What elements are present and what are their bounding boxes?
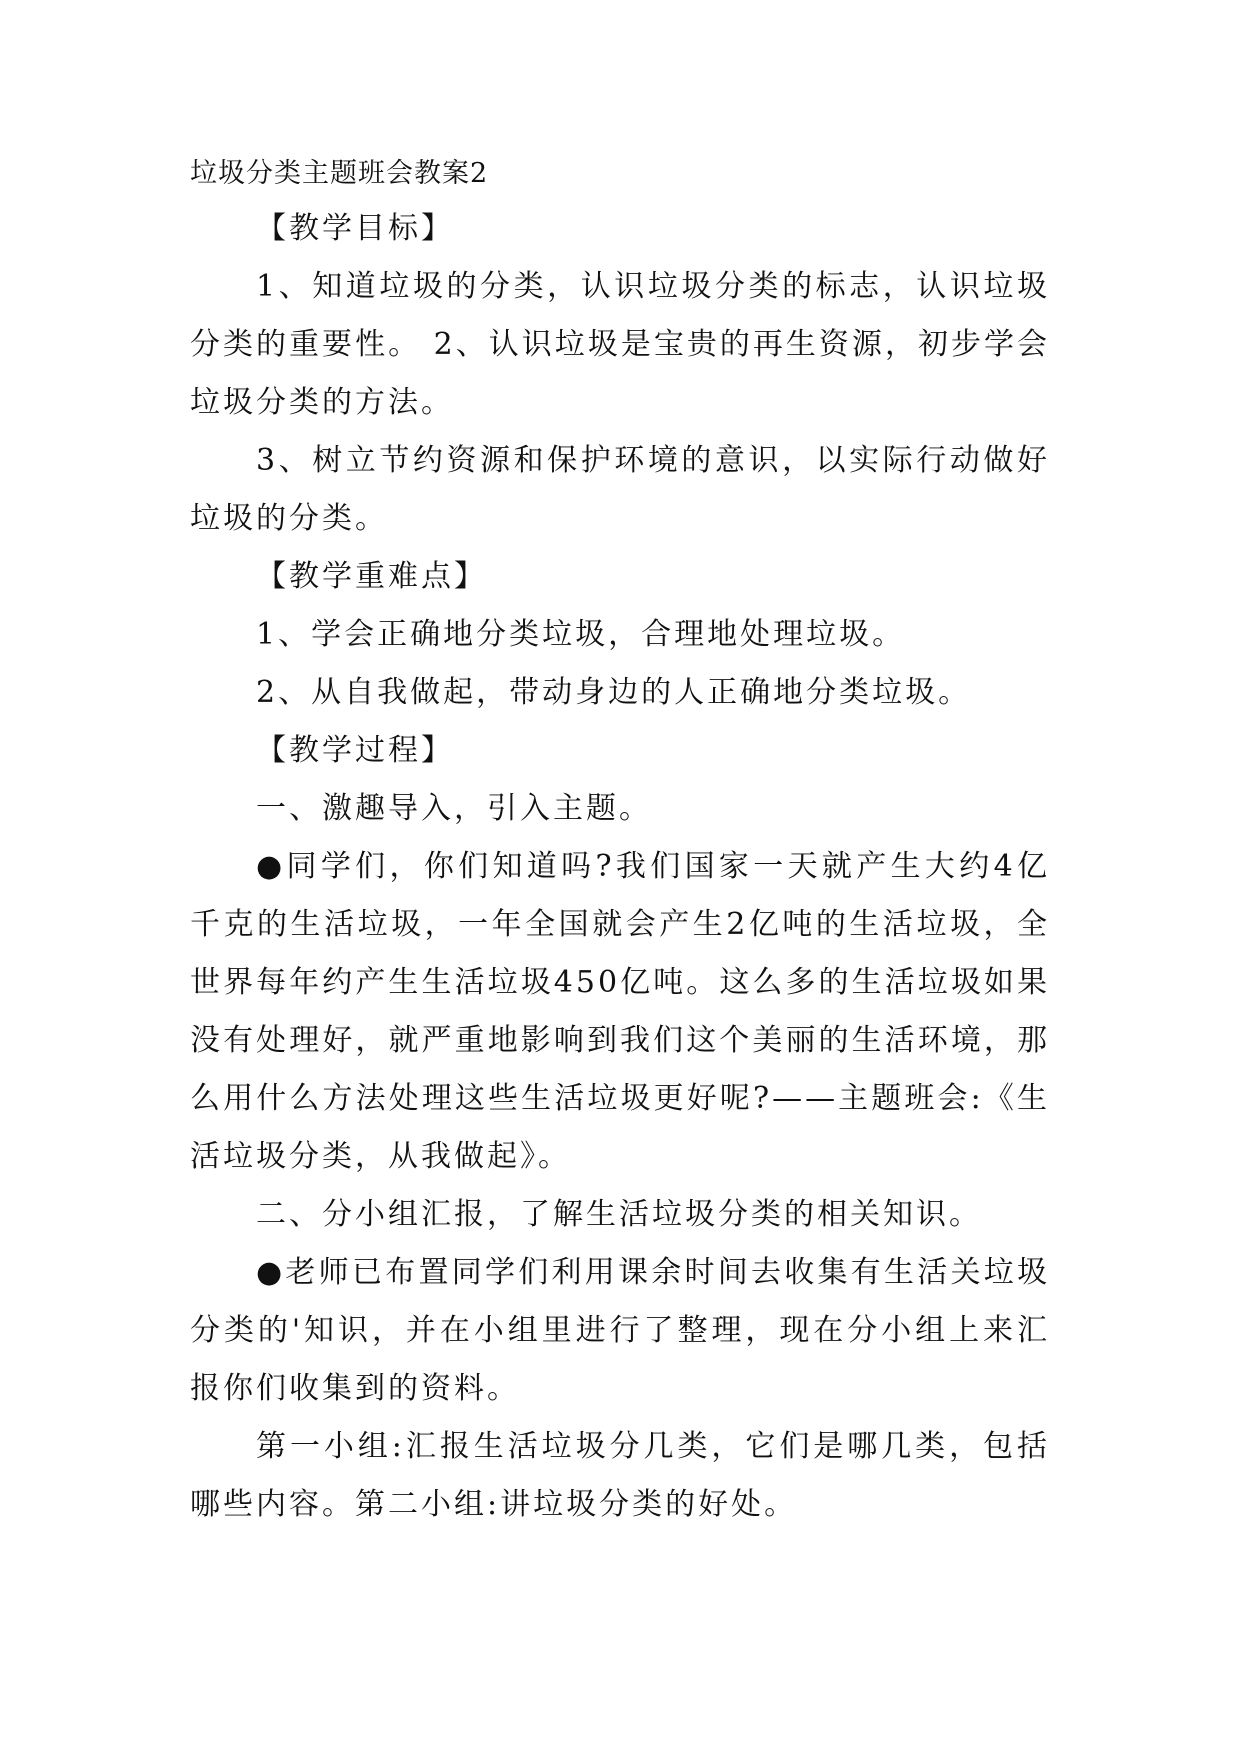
document-body <box>190 158 1050 1534</box>
heading-key-difficulties: 【教学重难点】 <box>256 559 487 594</box>
difficulty-paragraph-1: 1、学会正确地分类垃圾，合理地处理垃圾。 <box>256 617 906 652</box>
heading-teaching-process: 【教学过程】 <box>256 733 454 768</box>
process-step-2-body: ●老师已布置同学们利用课余时间去收集有生活关垃圾分类的'知识，并在小组里进行了整理，现在分小组上来汇报你们收集到的资料。 <box>190 1255 1050 1406</box>
process-step-1-body: ●同学们，你们知道吗?我们国家一天就产生大约4亿千克的生活垃圾，一年全国就会产生2亿吨的生活垃圾，全世界每年约产生生活垃圾450亿吨。这么多的生活垃圾如果没有处理好，就严重地影响到我们这个美丽的生活环境，那么用什么方法处理这些生活垃圾更好呢?——主题班会:《生活垃圾分类，从我做起》。 <box>190 849 1050 1174</box>
group-reports-paragraph: 第一小组:汇报生活垃圾分几类，它们是哪几类，包括哪些内容。第二小组:讲垃圾分类的好处。 <box>190 1429 1050 1522</box>
process-step-1: 一、激趣导入，引入主题。 <box>256 791 652 826</box>
heading-teaching-goals: 【教学目标】 <box>256 211 454 246</box>
process-step-2: 二、分小组汇报，了解生活垃圾分类的相关知识。 <box>256 1197 982 1232</box>
difficulty-paragraph-2: 2、从自我做起，带动身边的人正确地分类垃圾。 <box>256 675 972 710</box>
goal-paragraph-3: 3、树立节约资源和保护环境的意识，以实际行动做好垃圾的分类。 <box>190 443 1050 536</box>
document-title: 垃圾分类主题班会教案2 <box>190 158 489 189</box>
goal-paragraph-1-2: 1、知道垃圾的分类，认识垃圾分类的标志，认识垃圾分类的重要性。 2、认识垃圾是宝贵的再生资源，初步学会垃圾分类的方法。 <box>190 269 1050 420</box>
